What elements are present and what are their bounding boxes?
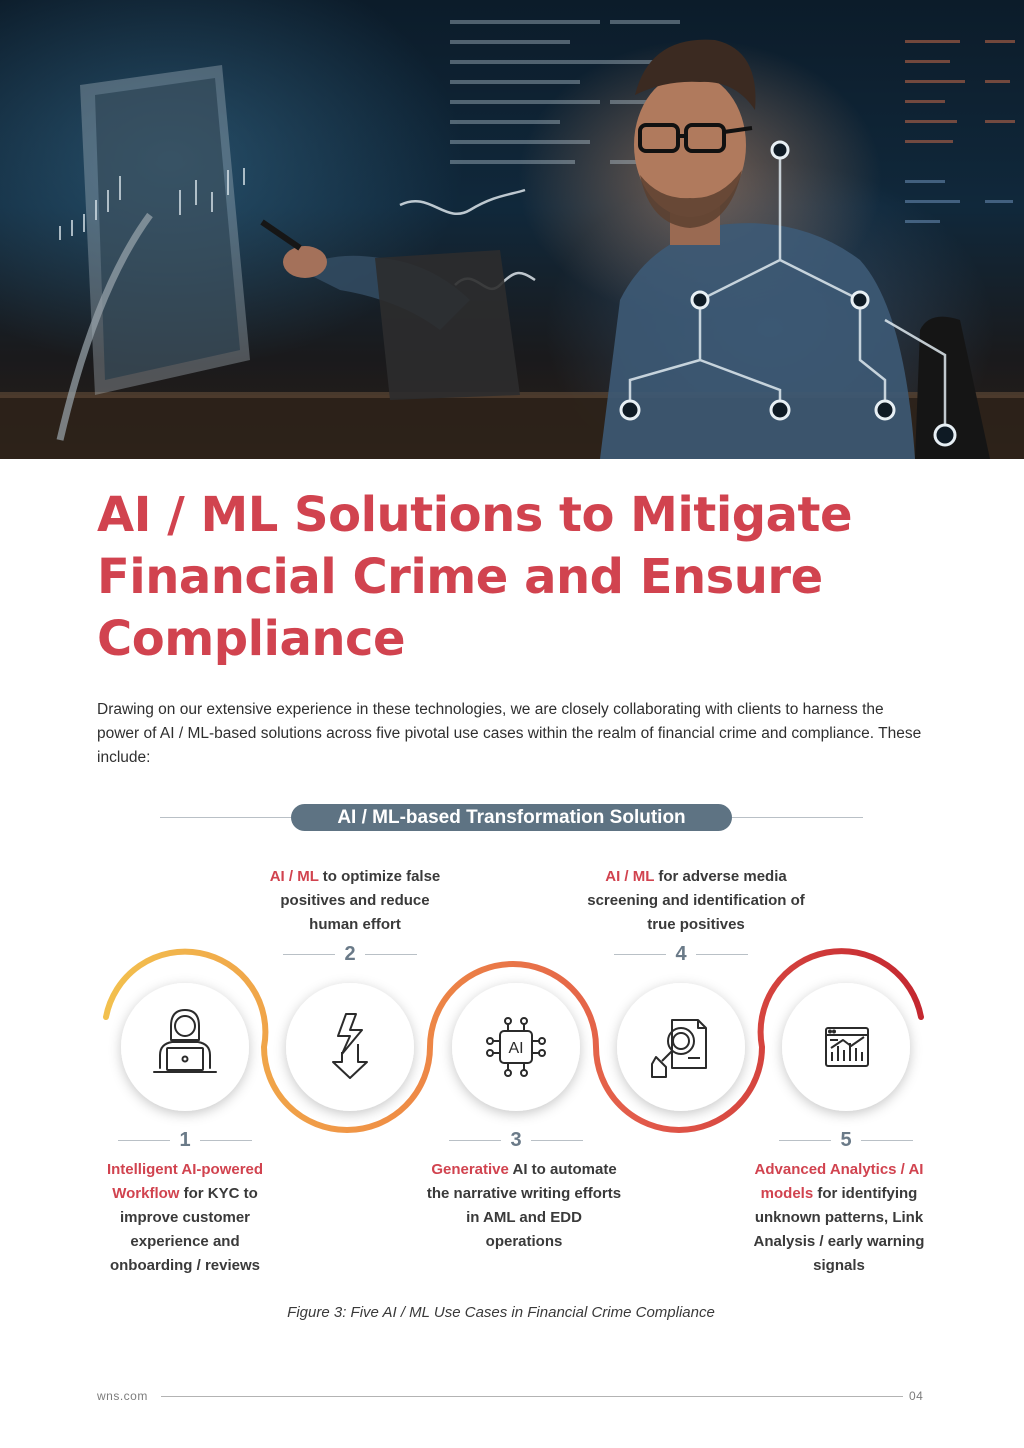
use-case-5-description: for identifying unknown patterns, Link Analysis / early warning signals [753,1185,925,1274]
use-case-2-description: to optimize false positives and reduce human effort [280,868,441,933]
page-number: 04 [909,1389,924,1403]
use-case-4-circle [617,983,745,1111]
banner-divider-right [732,817,863,818]
use-case-3-text [426,1158,622,1254]
hero-image [0,0,1024,459]
hero-illustration [0,0,1024,459]
footer-website-link[interactable]: wns.com [97,1389,148,1403]
use-case-4-number: 4 [614,942,748,966]
use-case-wave-diagram [0,940,1024,1140]
use-case-2-number: 2 [283,942,417,966]
use-case-2-circle [286,983,414,1111]
use-case-1-description: for KYC to improve customer experience and onboarding / reviews [109,1185,261,1274]
use-case-4-text [581,865,811,937]
intro-paragraph: Drawing on our extensive experience in these technologies, we are closely collaborating with clients to harness the power of AI / ML-based solutions across five pivotal use cases within the realm of financial crime and compliance. These include: [97,701,922,766]
figure-caption: Figure 3: Five AI / ML Use Cases in Financial Crime Compliance [287,1304,715,1321]
page-title: AI / ML Solutions to Mitigate Financial Crime and Ensure Compliance [97,487,853,667]
use-case-4-description: for adverse media screening and identification of true positives [587,868,805,933]
use-case-3-highlight: Generative [431,1161,509,1178]
use-case-5-circle [782,983,910,1111]
svg-text:AI: AI [508,1040,524,1057]
use-case-1-text [88,1158,282,1278]
use-case-5-number: 5 [779,1128,913,1152]
use-case-2-highlight: AI / ML [269,868,319,885]
use-case-5-highlight: Advanced Analytics / AI models [754,1161,924,1202]
use-case-1-highlight: Intelligent AI-powered Workflow [106,1161,264,1202]
use-case-1-number: 1 [118,1128,252,1152]
use-case-3-number: 3 [449,1128,583,1152]
use-case-5-text [744,1158,934,1278]
diagram-banner: AI / ML-based Transformation Solution [291,804,732,831]
use-case-2-text [260,865,450,937]
use-case-3-description: AI to automate the narrative writing efforts in AML and EDD operations [426,1161,622,1250]
use-case-4-highlight: AI / ML [605,868,655,885]
banner-divider-left [160,817,291,818]
footer-divider [161,1396,903,1397]
